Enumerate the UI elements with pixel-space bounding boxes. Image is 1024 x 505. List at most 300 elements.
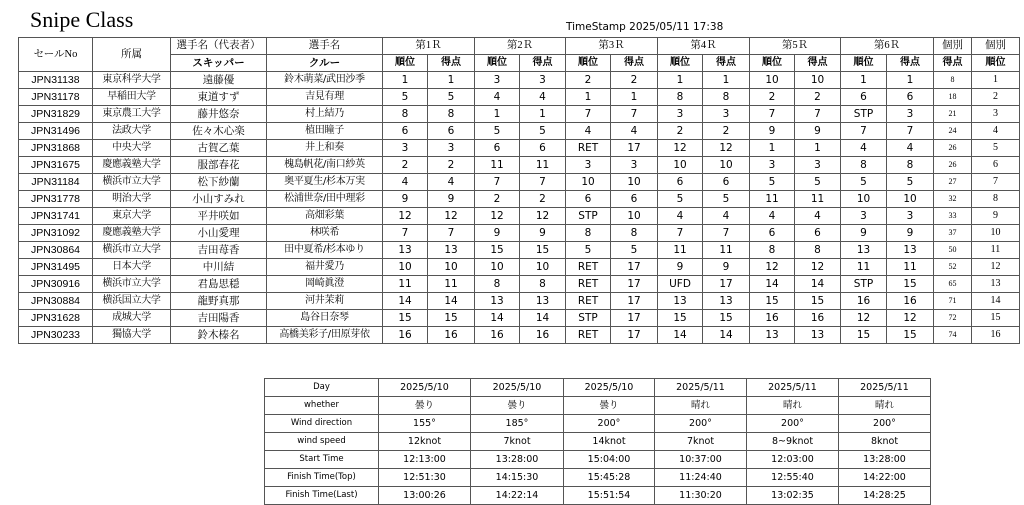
race-rank: 4: [383, 174, 428, 191]
header-crew: 選手名: [267, 38, 383, 55]
race-points: 3: [887, 106, 934, 123]
race-points: 2: [795, 89, 841, 106]
condition-value: 13:02:35: [747, 487, 839, 505]
table-row: [19, 106, 1020, 123]
race-points: 13: [428, 242, 475, 259]
race-rank: UFD: [658, 276, 703, 293]
header-points: 得点: [887, 55, 934, 72]
race-points: 5: [428, 89, 475, 106]
sail-number: JPN31496: [19, 123, 93, 140]
race-points: 9: [520, 225, 566, 242]
race-rank: STP: [841, 276, 887, 293]
race-rank: 13: [658, 293, 703, 310]
timestamp: TimeStamp 2025/05/11 17:38: [566, 21, 724, 33]
condition-label: Wind direction: [265, 415, 379, 433]
crew: 高橋美彩子/田原芽依: [267, 327, 383, 344]
race-points: 11: [703, 242, 750, 259]
race-rank: 8: [475, 276, 520, 293]
race-rank: 3: [475, 72, 520, 89]
final-place: 9: [972, 208, 1020, 225]
race-rank: 12: [750, 259, 795, 276]
header-place-sub: 順位: [972, 55, 1020, 72]
results-table: [18, 37, 1020, 344]
header-rank: 順位: [841, 55, 887, 72]
race-points: 2: [703, 123, 750, 140]
page-title: Snipe Class: [30, 7, 134, 32]
header-race: 第5Ｒ: [750, 38, 841, 55]
skipper: 中川結: [171, 259, 267, 276]
condition-row: [265, 451, 931, 469]
race-rank: RET: [566, 293, 611, 310]
race-points: 9: [428, 191, 475, 208]
table-row: [19, 242, 1020, 259]
race-rank: 7: [566, 106, 611, 123]
total-points: 74: [934, 327, 972, 344]
race-rank: STP: [566, 310, 611, 327]
race-rank: 9: [750, 123, 795, 140]
table-row: [19, 191, 1020, 208]
race-points: 4: [520, 89, 566, 106]
skipper: 服部春花: [171, 157, 267, 174]
sail-number: JPN30916: [19, 276, 93, 293]
race-points: 8: [611, 225, 658, 242]
race-points: 16: [795, 310, 841, 327]
race-points: 2: [520, 191, 566, 208]
skipper: 小山すみれ: [171, 191, 267, 208]
sail-number: JPN31829: [19, 106, 93, 123]
skipper: 君島思穏: [171, 276, 267, 293]
condition-value: 14:22:00: [839, 469, 931, 487]
club: 法政大学: [93, 123, 171, 140]
race-points: 1: [887, 72, 934, 89]
race-points: 1: [611, 89, 658, 106]
final-place: 5: [972, 140, 1020, 157]
condition-value: 8knot: [839, 433, 931, 451]
race-points: 7: [887, 123, 934, 140]
race-rank: 12: [383, 208, 428, 225]
race-rank: 8: [658, 89, 703, 106]
table-row: [19, 72, 1020, 89]
race-points: 3: [520, 72, 566, 89]
race-rank: 7: [841, 123, 887, 140]
race-points: 11: [428, 276, 475, 293]
race-rank: 7: [475, 174, 520, 191]
race-points: 11: [520, 157, 566, 174]
race-conditions-table: [264, 378, 931, 505]
race-points: 13: [887, 242, 934, 259]
race-rank: 1: [566, 89, 611, 106]
race-rank: 4: [475, 89, 520, 106]
race-points: 1: [795, 140, 841, 157]
condition-label: Day: [265, 379, 379, 397]
condition-value: 13:28:00: [471, 451, 564, 469]
skipper: 吉田陽香: [171, 310, 267, 327]
condition-value: 12:51:30: [379, 469, 471, 487]
sail-number: JPN31138: [19, 72, 93, 89]
race-points: 5: [520, 123, 566, 140]
race-points: 6: [795, 225, 841, 242]
race-rank: 16: [750, 310, 795, 327]
header-race: 第4Ｒ: [658, 38, 750, 55]
race-points: 7: [428, 225, 475, 242]
table-row: [19, 310, 1020, 327]
race-points: 10: [795, 72, 841, 89]
race-rank: 14: [383, 293, 428, 310]
race-points: 15: [887, 276, 934, 293]
race-rank: 4: [658, 208, 703, 225]
race-points: 12: [887, 310, 934, 327]
race-points: 1: [520, 106, 566, 123]
race-points: 16: [887, 293, 934, 310]
race-rank: 6: [383, 123, 428, 140]
condition-value: 15:45:28: [564, 469, 655, 487]
header-skipper-sub: スキッパー: [171, 55, 267, 72]
condition-value: 15:51:54: [564, 487, 655, 505]
race-rank: 12: [841, 310, 887, 327]
race-rank: 12: [658, 140, 703, 157]
race-rank: 2: [475, 191, 520, 208]
race-rank: 5: [475, 123, 520, 140]
final-place: 16: [972, 327, 1020, 344]
club: 東京農工大学: [93, 106, 171, 123]
condition-value: 10:37:00: [655, 451, 747, 469]
sail-number: JPN31184: [19, 174, 93, 191]
race-rank: 12: [475, 208, 520, 225]
final-place: 6: [972, 157, 1020, 174]
condition-value: 2025/5/10: [471, 379, 564, 397]
skipper: 小山愛理: [171, 225, 267, 242]
condition-row: [265, 379, 931, 397]
sail-number: JPN31868: [19, 140, 93, 157]
race-points: 12: [795, 259, 841, 276]
condition-value: 曇り: [471, 397, 564, 415]
race-rank: STP: [841, 106, 887, 123]
race-rank: 4: [566, 123, 611, 140]
total-points: 18: [934, 89, 972, 106]
header-rank: 順位: [750, 55, 795, 72]
race-rank: 8: [841, 157, 887, 174]
race-points: 3: [887, 208, 934, 225]
race-points: 15: [428, 310, 475, 327]
race-points: 2: [428, 157, 475, 174]
race-points: 1: [428, 72, 475, 89]
race-points: 9: [795, 123, 841, 140]
total-points: 27: [934, 174, 972, 191]
skipper: 遠藤優: [171, 72, 267, 89]
race-rank: RET: [566, 140, 611, 157]
race-points: 8: [887, 157, 934, 174]
crew: 井上和奏: [267, 140, 383, 157]
race-points: 7: [703, 225, 750, 242]
final-place: 1: [972, 72, 1020, 89]
header-crew-sub: クルー: [267, 55, 383, 72]
race-points: 1: [703, 72, 750, 89]
race-rank: 7: [383, 225, 428, 242]
condition-value: 晴れ: [655, 397, 747, 415]
total-points: 71: [934, 293, 972, 310]
table-row: [19, 276, 1020, 293]
race-rank: 14: [658, 327, 703, 344]
condition-value: 12knot: [379, 433, 471, 451]
total-points: 8: [934, 72, 972, 89]
race-points: 6: [703, 174, 750, 191]
race-points: 15: [520, 242, 566, 259]
race-points: 3: [795, 157, 841, 174]
race-rank: 6: [750, 225, 795, 242]
sail-number: JPN31495: [19, 259, 93, 276]
race-points: 7: [520, 174, 566, 191]
race-rank: 10: [750, 72, 795, 89]
header-rank: 順位: [475, 55, 520, 72]
header-rank: 順位: [383, 55, 428, 72]
final-place: 11: [972, 242, 1020, 259]
race-points: 13: [520, 293, 566, 310]
race-points: 3: [428, 140, 475, 157]
race-points: 15: [887, 327, 934, 344]
club: 横浜市立大学: [93, 174, 171, 191]
sail-number: JPN30864: [19, 242, 93, 259]
race-rank: 15: [658, 310, 703, 327]
condition-value: 12:55:40: [747, 469, 839, 487]
sail-number: JPN31092: [19, 225, 93, 242]
race-points: 10: [887, 191, 934, 208]
race-points: 17: [611, 140, 658, 157]
total-points: 72: [934, 310, 972, 327]
skipper: 鈴木榛名: [171, 327, 267, 344]
race-rank: 2: [750, 89, 795, 106]
condition-label: Finish Time(Top): [265, 469, 379, 487]
race-points: 17: [611, 310, 658, 327]
condition-label: Start Time: [265, 451, 379, 469]
header-points: 得点: [795, 55, 841, 72]
crew: 松浦世奈/田中理彩: [267, 191, 383, 208]
club: 早稲田大学: [93, 89, 171, 106]
race-rank: 9: [841, 225, 887, 242]
crew: 島谷日奈琴: [267, 310, 383, 327]
race-rank: 15: [750, 293, 795, 310]
header-place: 個別: [972, 38, 1020, 55]
race-points: 17: [611, 276, 658, 293]
race-points: 16: [428, 327, 475, 344]
skipper: 古賀乙葉: [171, 140, 267, 157]
club: 横浜市立大学: [93, 242, 171, 259]
skipper: 東道すず: [171, 89, 267, 106]
table-row: [19, 174, 1020, 191]
race-rank: 1: [750, 140, 795, 157]
condition-value: 2025/5/11: [839, 379, 931, 397]
condition-value: 12:13:00: [379, 451, 471, 469]
race-rank: 5: [841, 174, 887, 191]
header-row-top: [19, 38, 1020, 55]
race-rank: 4: [841, 140, 887, 157]
race-points: 6: [611, 191, 658, 208]
sail-number: JPN31675: [19, 157, 93, 174]
header-points: 得点: [520, 55, 566, 72]
total-points: 32: [934, 191, 972, 208]
race-rank: RET: [566, 327, 611, 344]
race-rank: 2: [658, 123, 703, 140]
table-row: [19, 327, 1020, 344]
club: 成城大学: [93, 310, 171, 327]
header-points: 得点: [703, 55, 750, 72]
condition-row: [265, 415, 931, 433]
condition-row: [265, 397, 931, 415]
total-points: 50: [934, 242, 972, 259]
condition-value: 8~9knot: [747, 433, 839, 451]
crew: 林咲希: [267, 225, 383, 242]
race-points: 13: [795, 327, 841, 344]
race-rank: 6: [475, 140, 520, 157]
condition-value: 7knot: [655, 433, 747, 451]
crew: 吉見有理: [267, 89, 383, 106]
race-rank: 5: [566, 242, 611, 259]
race-rank: STP: [566, 208, 611, 225]
header-race: 第3Ｒ: [566, 38, 658, 55]
race-rank: 13: [841, 242, 887, 259]
race-points: 5: [703, 191, 750, 208]
sail-number: JPN31628: [19, 310, 93, 327]
race-rank: RET: [566, 259, 611, 276]
total-points: 26: [934, 140, 972, 157]
condition-row: [265, 469, 931, 487]
race-points: 8: [520, 276, 566, 293]
condition-value: 11:24:40: [655, 469, 747, 487]
header-skipper: 選手名（代表者）: [171, 38, 267, 55]
header-club: 所属: [93, 38, 171, 72]
race-rank: 14: [750, 276, 795, 293]
race-points: 10: [520, 259, 566, 276]
race-rank: 1: [658, 72, 703, 89]
condition-value: 200°: [839, 415, 931, 433]
race-rank: 9: [658, 259, 703, 276]
condition-value: 13:28:00: [839, 451, 931, 469]
total-points: 26: [934, 157, 972, 174]
condition-value: 2025/5/11: [655, 379, 747, 397]
sail-number: JPN31178: [19, 89, 93, 106]
race-rank: 11: [383, 276, 428, 293]
race-points: 16: [520, 327, 566, 344]
final-place: 8: [972, 191, 1020, 208]
race-points: 7: [611, 106, 658, 123]
race-rank: 8: [750, 242, 795, 259]
crew: 村上結乃: [267, 106, 383, 123]
total-points: 21: [934, 106, 972, 123]
header-race: 第2Ｒ: [475, 38, 566, 55]
header-points: 得点: [428, 55, 475, 72]
condition-row: [265, 433, 931, 451]
total-points: 37: [934, 225, 972, 242]
condition-value: 曇り: [564, 397, 655, 415]
race-rank: 1: [383, 72, 428, 89]
condition-value: 14:15:30: [471, 469, 564, 487]
race-points: 10: [428, 259, 475, 276]
condition-value: 14:22:14: [471, 487, 564, 505]
race-points: 9: [703, 259, 750, 276]
skipper: 吉田苺香: [171, 242, 267, 259]
race-points: 4: [887, 140, 934, 157]
race-rank: 10: [383, 259, 428, 276]
header-rank: 順位: [566, 55, 611, 72]
race-points: 6: [428, 123, 475, 140]
race-points: 7: [795, 106, 841, 123]
race-rank: 9: [383, 191, 428, 208]
race-points: 12: [520, 208, 566, 225]
condition-label: whether: [265, 397, 379, 415]
club: 横浜国立大学: [93, 293, 171, 310]
condition-value: 晴れ: [747, 397, 839, 415]
skipper: 佐々木心楽: [171, 123, 267, 140]
race-rank: 5: [383, 89, 428, 106]
crew: 河井茉莉: [267, 293, 383, 310]
total-points: 24: [934, 123, 972, 140]
race-rank: 1: [475, 106, 520, 123]
table-row: [19, 225, 1020, 242]
condition-value: 200°: [564, 415, 655, 433]
race-rank: 15: [841, 327, 887, 344]
condition-value: 185°: [471, 415, 564, 433]
race-rank: 10: [475, 259, 520, 276]
race-rank: 13: [475, 293, 520, 310]
race-points: 14: [795, 276, 841, 293]
race-points: 15: [703, 310, 750, 327]
race-points: 5: [887, 174, 934, 191]
race-rank: 7: [658, 225, 703, 242]
race-points: 8: [795, 242, 841, 259]
condition-value: 14:28:25: [839, 487, 931, 505]
race-rank: 10: [841, 191, 887, 208]
club: 東京科学大学: [93, 72, 171, 89]
race-rank: 11: [750, 191, 795, 208]
final-place: 10: [972, 225, 1020, 242]
total-points: 52: [934, 259, 972, 276]
race-rank: 16: [383, 327, 428, 344]
race-points: 11: [887, 259, 934, 276]
race-rank: 13: [383, 242, 428, 259]
final-place: 7: [972, 174, 1020, 191]
race-points: 2: [611, 72, 658, 89]
race-rank: 15: [475, 242, 520, 259]
race-rank: 7: [750, 106, 795, 123]
race-points: 6: [520, 140, 566, 157]
race-points: 8: [428, 106, 475, 123]
table-row: [19, 259, 1020, 276]
race-points: 10: [611, 208, 658, 225]
condition-value: 曇り: [379, 397, 471, 415]
condition-value: 11:30:20: [655, 487, 747, 505]
club: 獨協大学: [93, 327, 171, 344]
final-place: 3: [972, 106, 1020, 123]
race-points: 3: [703, 106, 750, 123]
header-points: 得点: [611, 55, 658, 72]
condition-value: 2025/5/10: [379, 379, 471, 397]
skipper: 龍野真那: [171, 293, 267, 310]
final-place: 14: [972, 293, 1020, 310]
club: 横浜市立大学: [93, 276, 171, 293]
final-place: 13: [972, 276, 1020, 293]
race-points: 11: [795, 191, 841, 208]
race-rank: 3: [566, 157, 611, 174]
final-place: 2: [972, 89, 1020, 106]
race-rank: 3: [658, 106, 703, 123]
club: 中央大学: [93, 140, 171, 157]
race-points: 10: [703, 157, 750, 174]
condition-value: 12:03:00: [747, 451, 839, 469]
race-points: 12: [428, 208, 475, 225]
race-points: 17: [611, 259, 658, 276]
header-total-sub: 得点: [934, 55, 972, 72]
race-rank: 6: [566, 191, 611, 208]
club: 慶應義塾大学: [93, 225, 171, 242]
